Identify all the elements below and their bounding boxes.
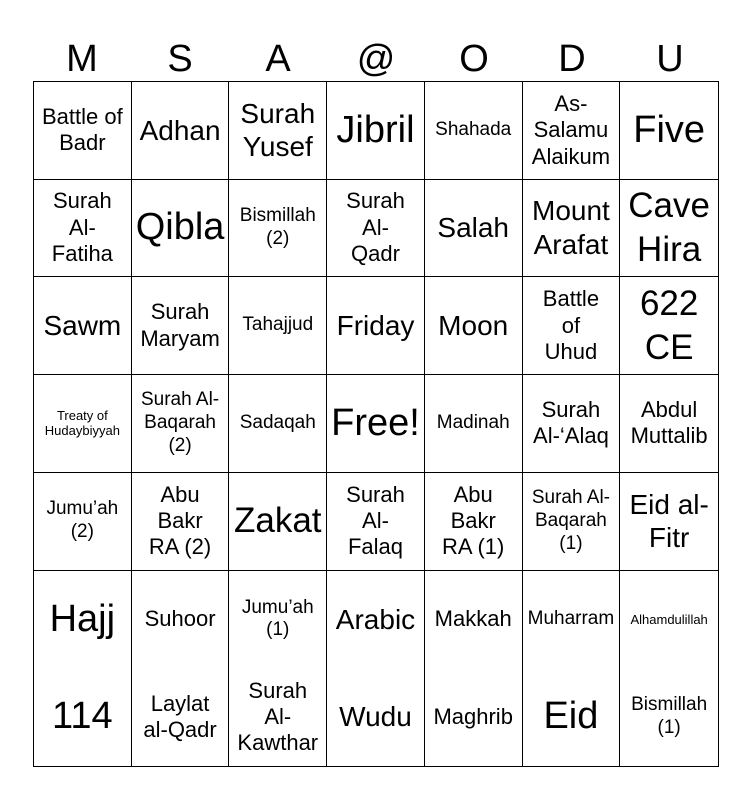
cell-label: Eid al-Fitr <box>629 488 709 554</box>
bingo-cell[interactable] <box>327 571 425 669</box>
cell-label: Surah Al-Baqarah (2) <box>140 389 220 456</box>
header-letter-u: U <box>656 38 684 80</box>
cell-label: Surah Al-Baqarah (1) <box>531 487 610 554</box>
cell-label: Abu Bakr RA (1) <box>442 481 505 560</box>
bingo-cell[interactable] <box>523 668 621 766</box>
bingo-cell[interactable] <box>327 82 425 180</box>
cell-label: 622 CE <box>639 284 699 367</box>
bingo-cell[interactable] <box>34 277 132 375</box>
bingo-cell[interactable] <box>620 668 718 766</box>
bingo-cell[interactable] <box>620 277 718 375</box>
bingo-board <box>33 81 719 767</box>
cell-label: Surah Maryam <box>140 299 220 351</box>
cell-label: Abu Bakr RA (2) <box>148 481 212 560</box>
bingo-cell[interactable] <box>620 375 718 473</box>
bingo-cell[interactable] <box>132 571 230 669</box>
bingo-cell[interactable] <box>229 180 327 278</box>
bingo-cell[interactable] <box>327 668 425 766</box>
cell-label: Adhan <box>139 114 221 146</box>
cell-label: Bismillah (2) <box>239 205 316 250</box>
bingo-cell[interactable] <box>327 375 425 473</box>
bingo-cell[interactable] <box>425 82 523 180</box>
bingo-cell[interactable] <box>34 473 132 571</box>
cell-label: Battle of Uhud <box>542 286 600 364</box>
cell-label: Makkah <box>434 606 512 632</box>
bingo-cell[interactable] <box>425 668 523 766</box>
bingo-cell[interactable] <box>620 82 718 180</box>
cell-label: Moon <box>438 309 509 341</box>
bingo-cell[interactable] <box>132 277 230 375</box>
cell-label: Hajj <box>49 597 116 640</box>
cell-label: Five <box>633 108 706 151</box>
bingo-cell[interactable] <box>229 82 327 180</box>
bingo-cell[interactable] <box>34 668 132 766</box>
bingo-cell[interactable] <box>425 277 523 375</box>
header-letter-a: A <box>265 38 291 80</box>
bingo-cell[interactable] <box>425 571 523 669</box>
bingo-cell[interactable] <box>620 473 718 571</box>
cell-label: Maghrib <box>433 703 513 729</box>
bingo-cell[interactable] <box>132 473 230 571</box>
cell-label: Arabic <box>335 603 416 635</box>
bingo-cell[interactable] <box>523 82 621 180</box>
bingo-cell[interactable] <box>34 375 132 473</box>
cell-label: Sadaqah <box>239 412 316 434</box>
cell-label: Tahajjud <box>242 314 314 336</box>
bingo-cell[interactable] <box>327 277 425 375</box>
cell-label: Muharram <box>527 608 615 630</box>
bingo-cell[interactable] <box>229 668 327 766</box>
header-letter-o: O <box>459 38 489 80</box>
cell-label: Free! <box>331 401 420 444</box>
cell-label: Surah Al-Qadr <box>346 188 405 267</box>
bingo-cell[interactable] <box>34 571 132 669</box>
cell-label: Bismillah (1) <box>631 694 708 739</box>
cell-label: Shahada <box>435 118 512 140</box>
cell-label: Mount Arafat <box>532 195 610 261</box>
cell-label: Sawm <box>43 309 122 341</box>
cell-label: Surah Al-Falaq <box>346 481 405 560</box>
cell-label: Cave Hira <box>628 186 710 270</box>
cell-label: Surah Al-Kawthar <box>237 677 319 756</box>
cell-label: As-Salamu Alaikum <box>531 90 611 169</box>
cell-label: Eid <box>543 695 599 738</box>
cell-label: Abdul Muttalib <box>630 397 708 449</box>
bingo-cell[interactable] <box>425 180 523 278</box>
bingo-cell[interactable] <box>523 375 621 473</box>
cell-label: Jibril <box>336 108 415 151</box>
bingo-cell[interactable] <box>523 473 621 571</box>
header-letter-d: D <box>558 38 586 80</box>
bingo-cell[interactable] <box>34 82 132 180</box>
cell-label: Surah Yusef <box>240 97 316 163</box>
cell-label: Zakat <box>234 501 322 541</box>
cell-label: Battle of Badr <box>42 103 123 156</box>
bingo-cell[interactable] <box>523 180 621 278</box>
bingo-cell[interactable] <box>327 473 425 571</box>
cell-label: Surah Al-‘Alaq <box>533 397 609 449</box>
cell-label: 114 <box>52 695 113 738</box>
header-letter-at: @ <box>356 38 396 80</box>
cell-label: Qibla <box>135 206 225 249</box>
bingo-cell[interactable] <box>132 375 230 473</box>
cell-label: Wudu <box>339 701 412 733</box>
bingo-cell[interactable] <box>620 180 718 278</box>
bingo-cell[interactable] <box>34 180 132 278</box>
bingo-cell[interactable] <box>425 473 523 571</box>
bingo-cell[interactable] <box>327 180 425 278</box>
cell-label: Jumu’ah (2) <box>46 498 119 543</box>
bingo-cell[interactable] <box>523 571 621 669</box>
bingo-cell[interactable] <box>132 180 230 278</box>
header-letter-s: S <box>167 38 193 80</box>
bingo-cell[interactable] <box>620 571 718 669</box>
bingo-cell[interactable] <box>229 571 327 669</box>
bingo-cell[interactable] <box>132 668 230 766</box>
bingo-cell[interactable] <box>229 375 327 473</box>
cell-label: Suhoor <box>144 606 216 632</box>
cell-label: Salah <box>437 212 510 244</box>
bingo-cell[interactable] <box>229 277 327 375</box>
cell-label: Friday <box>336 309 415 341</box>
cell-label: Madinah <box>436 412 510 434</box>
cell-label: Treaty of Hudaybiyyah <box>44 407 120 439</box>
bingo-cell[interactable] <box>132 82 230 180</box>
bingo-cell[interactable] <box>425 375 523 473</box>
bingo-cell[interactable] <box>229 473 327 571</box>
cell-label: Alhamdulillah <box>630 611 708 627</box>
header-letter-m: M <box>66 38 98 80</box>
bingo-header <box>33 36 719 82</box>
cell-label: Laylat al-Qadr <box>143 690 217 743</box>
cell-label: Surah Al-Fatiha <box>51 188 113 267</box>
bingo-cell[interactable] <box>523 277 621 375</box>
cell-label: Jumu’ah (1) <box>241 596 314 641</box>
